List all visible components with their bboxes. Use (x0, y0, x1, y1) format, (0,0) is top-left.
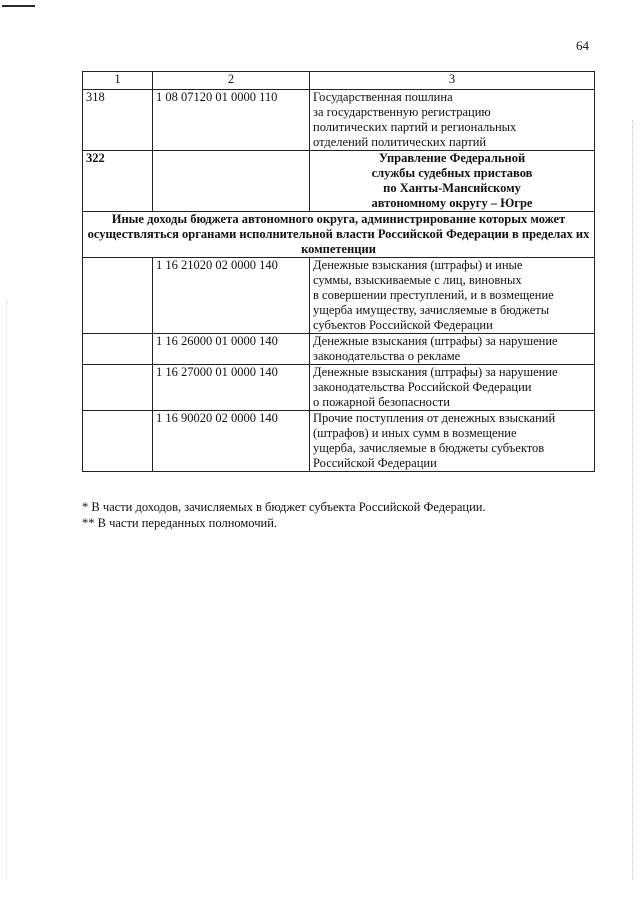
scan-edge-left (6, 300, 7, 880)
admin-code-cell (83, 411, 153, 472)
revenue-code-cell (153, 151, 310, 212)
revenue-name-cell: Денежные взыскания (штрафы) за нарушение законодательства Российской Федерации о пожарной безопасности (310, 365, 595, 411)
scan-top-line (2, 5, 35, 7)
admin-code-cell: 322 (83, 151, 153, 212)
revenue-code-cell: 1 16 26000 01 0000 140 (153, 334, 310, 365)
revenue-name-cell: Прочие поступления от денежных взысканий (штрафов) и иных сумм в возмещение ущерба, зачисляемые в бюджеты субъектов Российской Федерации (310, 411, 595, 472)
revenue-name-cell: Государственная пошлина за государственную регистрацию политических партий и региональных отделений политических партий (310, 90, 595, 151)
admin-code-cell (83, 258, 153, 334)
table-row (83, 151, 595, 212)
revenue-name-cell: Денежные взыскания (штрафы) за нарушение законодательства о рекламе (310, 334, 595, 365)
revenue-code-cell: 1 16 21020 02 0000 140 (153, 258, 310, 334)
administrator-name-cell: Управление Федеральной службы судебных приставов по Ханты-Мансийскому автономному округу – Югре (310, 151, 595, 212)
admin-code-cell (83, 365, 153, 411)
table-section-row (83, 212, 595, 258)
table-row (83, 365, 595, 411)
column-header-2: 2 (153, 72, 310, 90)
admin-code-cell (83, 334, 153, 365)
scan-edge-right (632, 120, 633, 880)
page-number: 64 (576, 38, 589, 53)
revenue-code-cell: 1 08 07120 01 0000 110 (153, 90, 310, 151)
revenue-codes-table (82, 71, 595, 472)
table-row (83, 90, 595, 151)
table-row (83, 334, 595, 365)
revenue-code-cell: 1 16 90020 02 0000 140 (153, 411, 310, 472)
table-row (83, 258, 595, 334)
footnote-delegated-powers: ** В части переданных полномочий. (82, 516, 278, 530)
revenue-name-cell: Денежные взыскания (штрафы) и иные суммы, взыскиваемые с лиц, виновных в совершении преступлений, и в возмещение ущерба имуществу, зачисляемые в бюджеты субъектов Российской Федерации (310, 258, 595, 334)
footnote-regional-revenue: * В части доходов, зачисляемых в бюджет субъекта Российской Федерации. (82, 500, 486, 514)
section-heading: Иные доходы бюджета автономного округа, администрирование которых может осуществляться органами исполнительной власти Российской Федерации в пределах их компетенции (83, 212, 595, 258)
table-row (83, 411, 595, 472)
column-header-1: 1 (83, 72, 153, 90)
table-header-row (83, 72, 595, 90)
revenue-code-cell: 1 16 27000 01 0000 140 (153, 365, 310, 411)
column-header-3: 3 (310, 72, 595, 90)
admin-code-cell: 318 (83, 90, 153, 151)
